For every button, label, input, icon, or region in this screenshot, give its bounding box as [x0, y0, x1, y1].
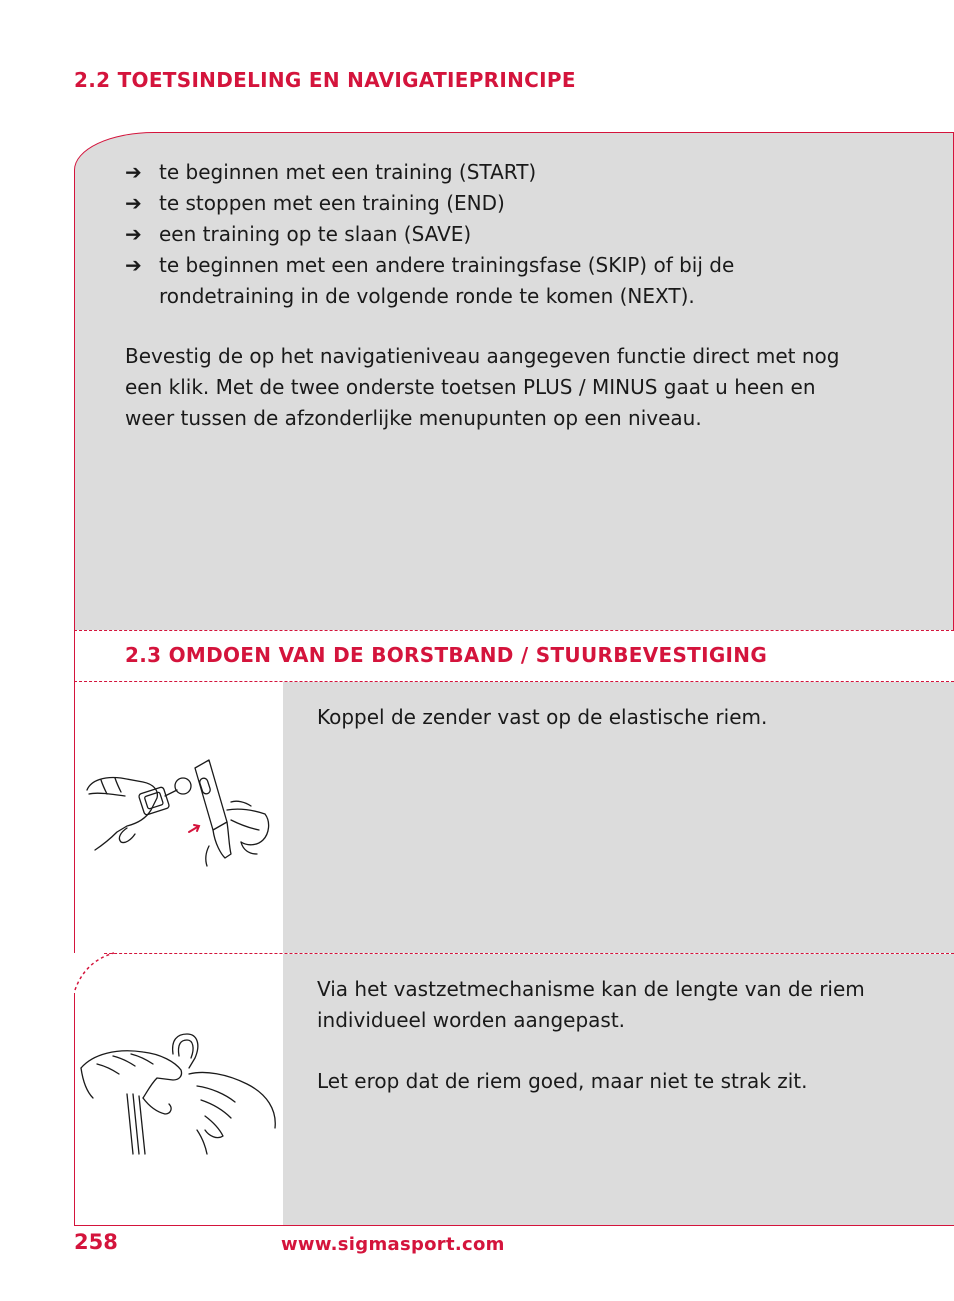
footer-url: www.sigmasport.com — [281, 1234, 505, 1255]
arrow-right-icon: ➔ — [125, 222, 142, 246]
step-1-text: Koppel de zender vast op de elastische riem. — [317, 705, 768, 729]
navigation-paragraph: Bevestig de op het navigatieniveau aangegeven functie direct met nog een klik. Met de twee onderste toetsen PLUS / MINUS gaat u heen en weer tussen de afzonderlijke menupunten op een niveau. — [125, 344, 840, 430]
step-2-text-a: Via het vastzetmechanisme kan de lengte van de riem individueel worden aangepast. — [317, 977, 865, 1032]
arrow-icon — [189, 825, 199, 832]
arrow-right-icon: ➔ — [125, 253, 142, 277]
attach-transmitter-illustration — [81, 750, 277, 870]
section-heading-band — [74, 630, 954, 682]
navigation-info-panel — [74, 132, 954, 630]
corner-curve — [74, 952, 114, 992]
list-item-text: te beginnen met een andere trainingsfase (SKIP) of bij de rondetraining in de volgende ronde te komen (NEXT). — [159, 253, 735, 308]
list-item-text: een training op te slaan (SAVE) — [159, 222, 472, 246]
bullet-list — [125, 157, 815, 312]
arrow-right-icon: ➔ — [125, 160, 142, 184]
step-2-text-b: Let erop dat de riem goed, maar niet te strak zit. — [317, 1069, 808, 1093]
list-item — [125, 219, 815, 250]
list-item — [125, 250, 815, 312]
section-heading-2-3: 2.3 OMDOEN VAN DE BORSTBAND / STUURBEVESTIGING — [125, 643, 768, 667]
step-1-panel — [283, 682, 954, 953]
step-1-row — [74, 682, 954, 953]
section-heading-2-2: 2.2 TOETSINDELING EN NAVIGATIEPRINCIPE — [74, 68, 576, 92]
list-item — [125, 157, 815, 188]
list-item — [125, 188, 815, 219]
step-2-row — [74, 953, 954, 1226]
page-number: 258 — [74, 1230, 118, 1254]
arrow-right-icon: ➔ — [125, 191, 142, 215]
step-2-panel — [283, 954, 954, 1225]
list-item-text: te stoppen met een training (END) — [159, 191, 505, 215]
adjust-strap-illustration — [77, 1024, 283, 1164]
list-item-text: te beginnen met een training (START) — [159, 160, 537, 184]
